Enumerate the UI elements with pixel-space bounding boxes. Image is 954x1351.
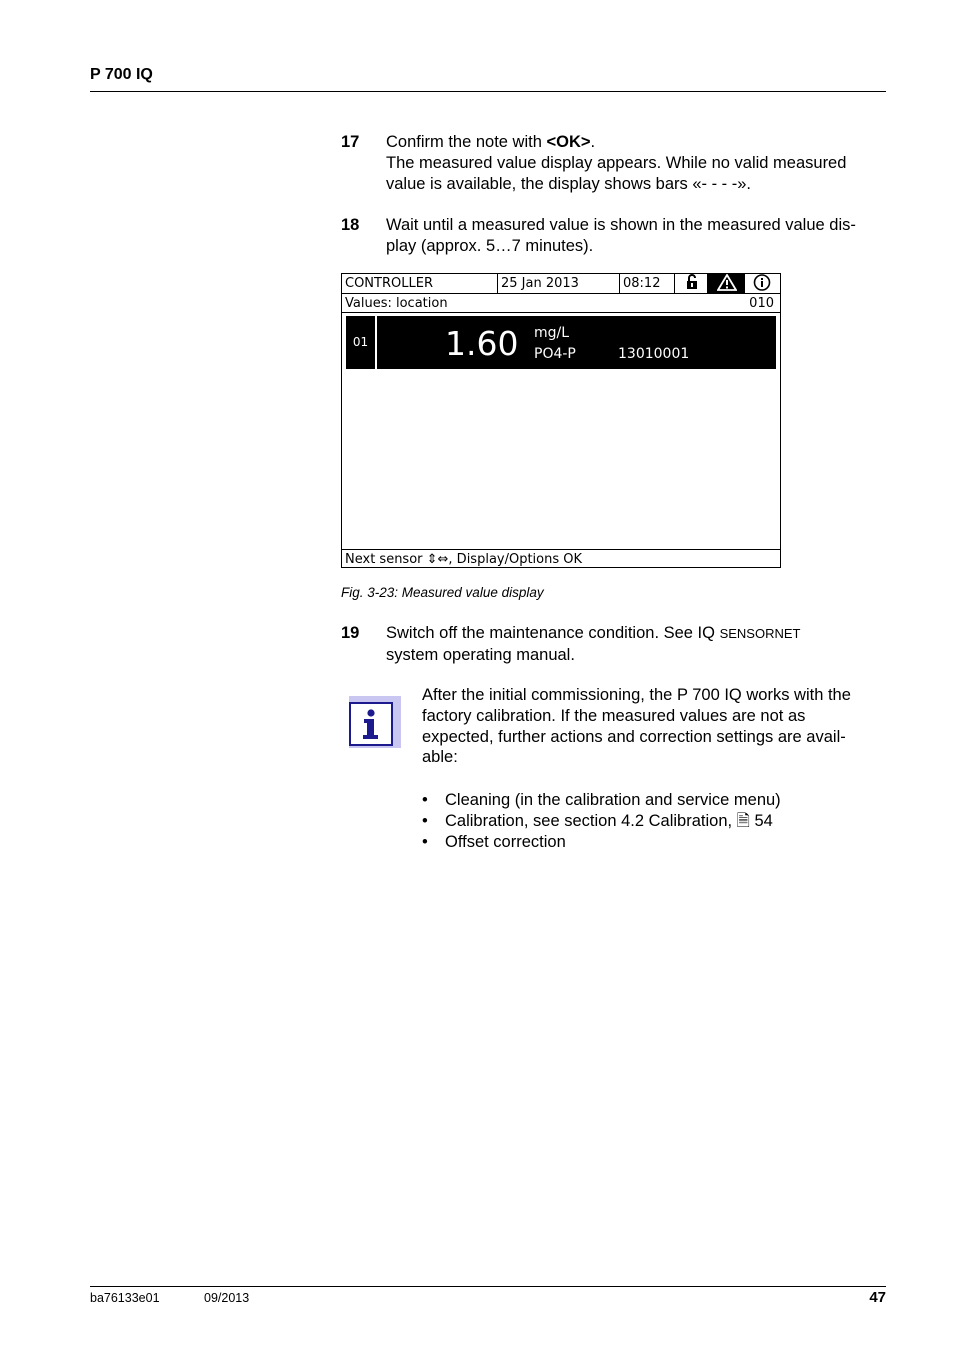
info-icon-frame — [349, 702, 393, 746]
footer-doc-id: ba76133e01 — [90, 1291, 160, 1305]
measured-parameter: PO4-P — [534, 346, 576, 362]
note-bullet-list — [422, 790, 781, 852]
header-rule — [90, 91, 886, 92]
lcd-view-bar — [342, 294, 780, 313]
bullet-icon: • — [422, 791, 428, 809]
step-18-line2: play (approx. 5…7 minutes). — [386, 236, 594, 255]
lcd-view-label: Values: location — [345, 296, 448, 311]
lcd-location-code: 010 — [749, 296, 774, 311]
sensornet-term: SENSORNET — [719, 626, 801, 641]
note-line-1: After the initial commissioning, the P 700 IQ works with the — [422, 686, 851, 704]
info-circle-icon — [745, 274, 780, 293]
lcd-time: 08:12 — [620, 274, 675, 293]
sensor-value-row — [346, 316, 776, 369]
footer-date: 09/2013 — [204, 1291, 250, 1305]
step-19-line1: Switch off the maintenance condition. See IQ — [386, 624, 720, 642]
page-number: 47 — [869, 1289, 886, 1306]
step-number-18: 18 — [341, 216, 360, 234]
bullet-text: Calibration, see section 4.2 Calibration, 🗎 54 — [445, 811, 773, 830]
list-item — [422, 832, 781, 853]
bullet-text: Offset correction — [445, 832, 566, 851]
step-18-line1: Wait until a measured value is shown in the measured value dis- — [386, 216, 856, 234]
footer-rule — [90, 1286, 886, 1287]
step-19-text — [386, 623, 886, 666]
step-18-text — [386, 215, 886, 257]
lcd-softkey-hint: Next sensor ⇕⇔, Display/Options OK — [342, 549, 780, 567]
lcd-status-bar — [342, 274, 780, 294]
measured-value: 1.60 — [445, 324, 519, 363]
sensor-index: 01 — [346, 316, 377, 369]
note-line-2: factory calibration. If the measured values are not as — [422, 706, 806, 725]
warning-icon — [708, 274, 745, 293]
unlock-icon — [675, 274, 708, 293]
lcd-mode: CONTROLLER — [342, 274, 498, 293]
note-line-3: expected, further actions and correction settings are avail- — [422, 727, 846, 746]
bullet-icon: • — [422, 832, 428, 851]
step-17-line1: Confirm the note with — [386, 133, 547, 151]
step-19-line2: system operating manual. — [386, 645, 575, 664]
note-text — [422, 685, 892, 768]
lcd-date: 25 Jan 2013 — [498, 274, 620, 293]
measured-value-display — [341, 273, 781, 568]
page-header-title: P 700 IQ — [90, 66, 153, 83]
sensor-serial: 13010001 — [618, 346, 690, 362]
ok-key-label: <OK> — [546, 133, 591, 151]
list-item — [422, 811, 781, 832]
step-17-line1-suffix: . — [590, 133, 596, 151]
list-item — [422, 790, 781, 811]
info-icon — [349, 696, 401, 748]
note-line-4: able: — [422, 748, 458, 767]
step-17-text — [386, 132, 886, 194]
step-number-19: 19 — [341, 624, 360, 642]
bullet-icon: • — [422, 811, 428, 830]
step-17-line3: value is available, the display shows bars «- - - -». — [386, 174, 751, 193]
step-number-17: 17 — [341, 133, 360, 151]
measured-unit: mg/L — [534, 325, 570, 341]
bullet-text: Cleaning (in the calibration and service menu) — [445, 791, 781, 809]
figure-caption: Fig. 3-23: Measured value display — [341, 585, 544, 600]
step-17-line2: The measured value display appears. While no valid measured — [386, 153, 847, 172]
